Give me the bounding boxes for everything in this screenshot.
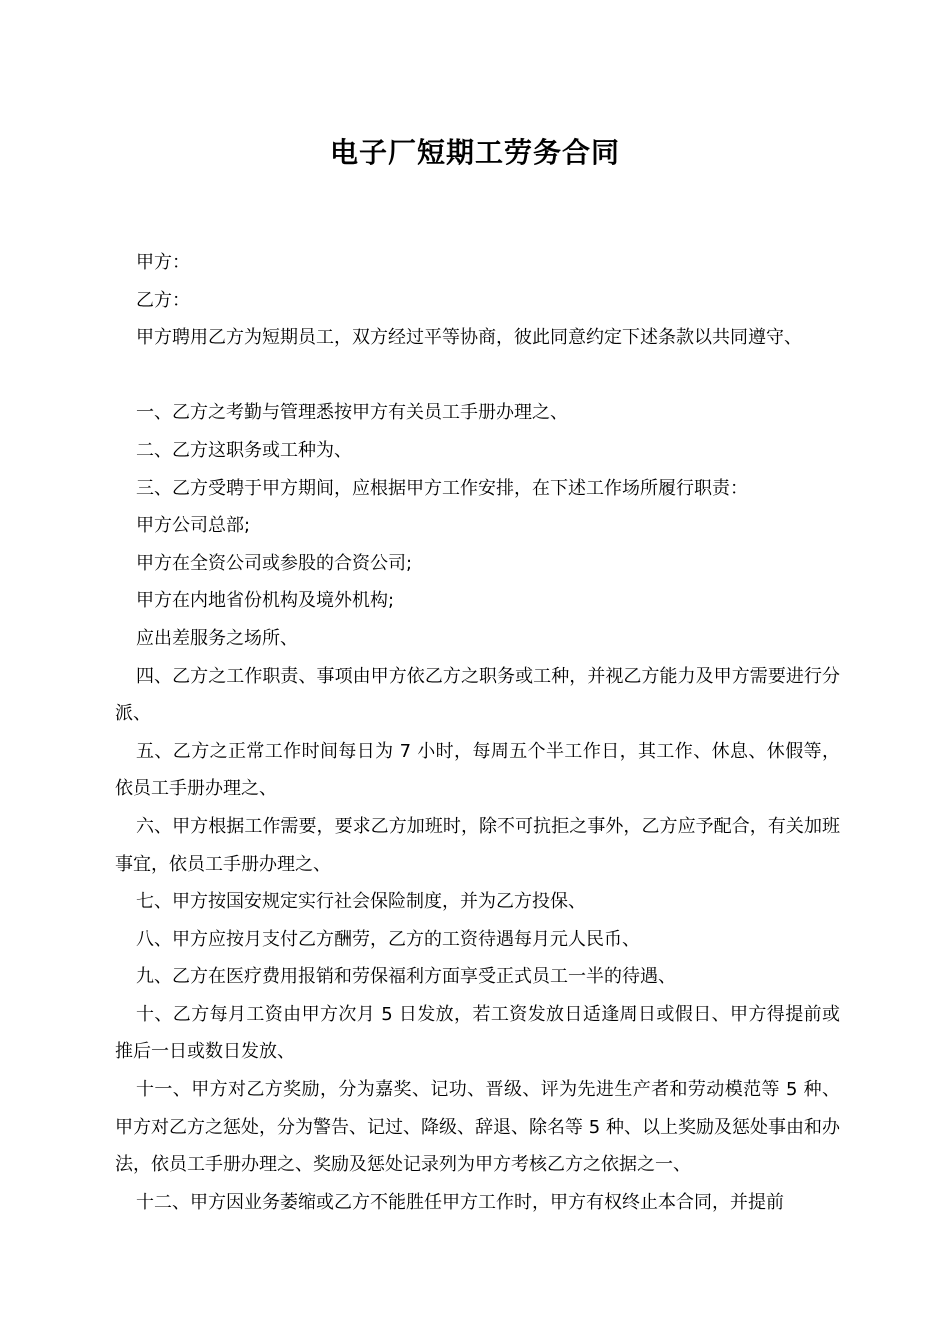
clause-7: 七、甲方按国安规定实行社会保险制度，并为乙方投保、 <box>136 891 586 913</box>
workplace-branches: 甲方在内地省份机构及境外机构; <box>136 590 395 612</box>
clause-1: 一、乙方之考勤与管理悉按甲方有关员工手册办理之、 <box>136 402 568 424</box>
paragraph-gap <box>115 357 840 395</box>
workplace-headquarters: 甲方公司总部; <box>136 515 251 537</box>
workplace-business-trip: 应出差服务之场所、 <box>136 627 298 649</box>
clause-4: 四、乙方之工作职责、事项由甲方依乙方之职务或工种，并视乙方能力及甲方需要进行分派、 <box>115 665 840 725</box>
clause-3: 三、乙方受聘于甲方期间，应根据甲方工作安排，在下述工作场所履行职责： <box>136 477 748 499</box>
clause-8: 八、甲方应按月支付乙方酬劳，乙方的工资待遇每月元人民币、 <box>136 928 640 950</box>
intro-paragraph: 甲方聘用乙方为短期员工，双方经过平等协商，彼此同意约定下述条款以共同遵守、 <box>136 327 802 349</box>
clause-11: 十一、甲方对乙方奖励，分为嘉奖、记功、晋级、评为先进生产者和劳动模范等 5 种、甲方对乙方之惩处，分为警告、记过、降级、辞退、除名等 5 种、以上奖励及惩处事由和办法，依员工手册办理之、奖励及惩处记录列为甲方考核乙方之依据之一、 <box>115 1079 840 1176</box>
party-b-line: 乙方： <box>136 289 190 311</box>
clause-12: 十二、甲方因业务萎缩或乙方不能胜任甲方工作时，甲方有权终止本合同，并提前 <box>136 1191 784 1213</box>
contract-body <box>115 244 840 1221</box>
workplace-subsidiaries: 甲方在全资公司或参股的合资公司; <box>136 552 413 574</box>
clause-5: 五、乙方之正常工作时间每日为 7 小时，每周五个半工作日，其工作、休息、休假等，依员工手册办理之、 <box>115 740 840 800</box>
clause-9: 九、乙方在医疗费用报销和劳保福利方面享受正式员工一半的待遇、 <box>136 966 676 988</box>
document-title: 电子厂短期工劳务合同 <box>329 136 620 169</box>
clause-10: 十、乙方每月工资由甲方次月 5 日发放，若工资发放日适逢周日或假日、甲方得提前或推后一日或数日发放、 <box>115 1003 840 1063</box>
party-a-line: 甲方： <box>136 252 190 273</box>
clause-2: 二、乙方这职务或工种为、 <box>136 439 352 461</box>
clause-6: 六、甲方根据工作需要，要求乙方加班时，除不可抗拒之事外，乙方应予配合，有关加班事宜，依员工手册办理之、 <box>115 815 840 875</box>
